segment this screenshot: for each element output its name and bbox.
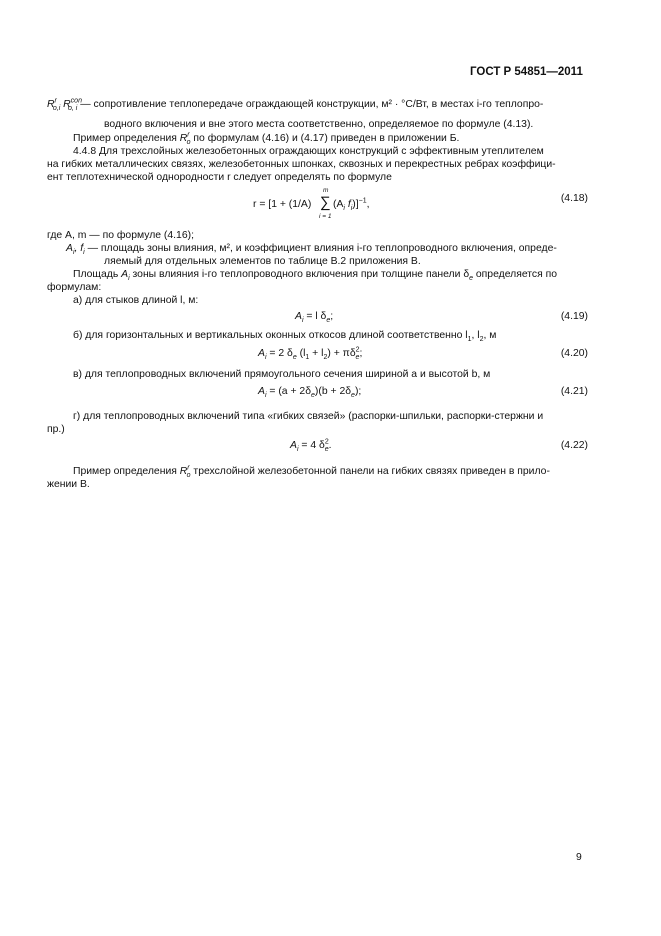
clause-4-4-8-line3: ент теплотехнической однородности r следует определять по формуле xyxy=(47,172,392,183)
equation-4-22: $A_i = 4$ $\delta^2_e$. xyxy=(290,438,332,454)
equation-4-19: $A_i = l$ $\delta_e$; xyxy=(295,311,334,325)
where-clause-1: где A, m — по формуле (4.16); xyxy=(47,230,194,241)
clause-4-4-8-line1: 4.4.8 Для трехслойных железобетонных ограждающих конструкций с эффективным утеплителем xyxy=(73,146,544,157)
example-paragraph-v-line2: жении В. xyxy=(47,479,90,490)
example-paragraph-v: Пример определения $R^r_о$ трехслойной железобетонной панели на гибких связях приведен в прило- xyxy=(73,464,550,480)
area-paragraph: Площадь $A_i$ зоны влияния i-го теплопроводного включения при толщине панели $\delta_e$ определяется по xyxy=(73,269,558,283)
definition-resistance: $R^r_{о,i}$ $R^{con}_{о, i}$ — сопротивление теплопередаче ограждающей конструкции, м² · °С/Вт, в местах i-го теплопро- xyxy=(47,97,544,113)
eq-4-18-right: ($A_i$ $f_i)]^{-1}$, xyxy=(333,197,370,213)
eq-4-18-left: r = [1 + (1/A) xyxy=(253,199,312,210)
where-clause-2: $A_i$, $f_i$ — площадь зоны влияния, м², и коэффициент влияния i-го теплопроводного включения, опреде- xyxy=(66,243,557,257)
item-d-line2: пр.) xyxy=(47,424,65,435)
area-paragraph-line2: формулам: xyxy=(47,282,102,293)
equation-number: (4.21) xyxy=(560,386,588,397)
equation-4-20: $A_i = 2$ $\delta_e$ $(l_1 + l_2) + \pi\delta^2_e$; xyxy=(258,346,363,362)
sum-upper-limit: m xyxy=(323,187,329,194)
item-a: а) для стыков длиной l, м: xyxy=(73,295,199,306)
clause-4-4-8-line2: на гибких металлических связях, железобетонных шпонках, сквозных и перекрестных ребрах коэффици- xyxy=(47,159,556,170)
where-clause-2-line2: ляемый для отдельных элементов по таблице В.2 приложения В. xyxy=(104,256,421,267)
page-number: 9 xyxy=(576,852,582,863)
sum-lower-limit: i = 1 xyxy=(319,213,332,220)
equation-number: (4.22) xyxy=(560,440,588,451)
definition-resistance-line2: водного включения и вне этого места соответственно, определяемое по формуле (4.13). xyxy=(104,119,534,130)
item-c: в) для теплопроводных включений прямоугольного сечения шириной a и высотой b, м xyxy=(73,369,491,380)
document-header: ГОСТ Р 54851—2011 xyxy=(470,66,583,78)
equation-number: (4.18) xyxy=(560,193,588,204)
equation-number: (4.19) xyxy=(560,311,588,322)
equation-number: (4.20) xyxy=(560,348,588,359)
item-b: б) для горизонтальных и вертикальных оконных откосов длиной соответственно $l_1$, $l_2$, м xyxy=(73,330,497,344)
equation-4-21: $A_i = (a + 2\delta_e)(b + 2\delta_e)$; xyxy=(258,386,362,400)
sum-symbol: ∑ xyxy=(320,194,331,211)
example-paragraph-b: Пример определения $R^r_о$ по формулам (4.16) и (4.17) приведен в приложении Б. xyxy=(73,131,460,147)
item-d-line1: г) для теплопроводных включений типа «гибких связей» (распорки-шпильки, распорки-стержни и xyxy=(73,411,544,422)
